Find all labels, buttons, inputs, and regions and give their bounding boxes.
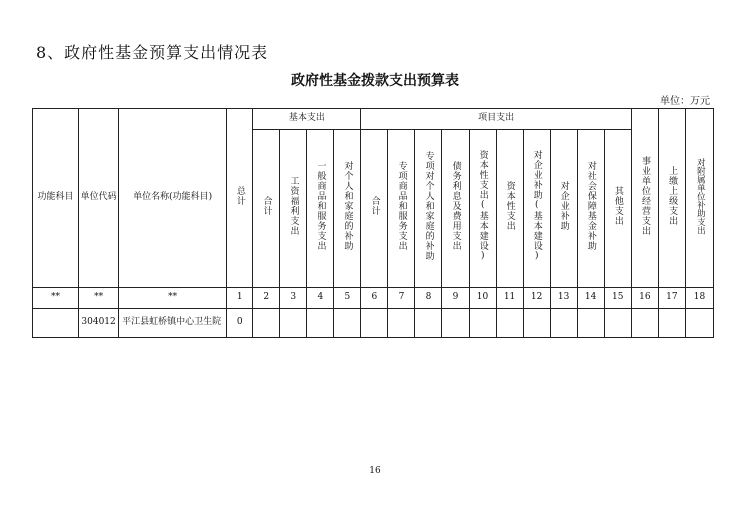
cell-unit-code: 304012	[79, 309, 119, 338]
header-career: 事业单位经营支出	[631, 109, 658, 288]
cell-empty	[415, 309, 442, 338]
col-number: 1	[227, 288, 253, 309]
cell-empty	[523, 309, 550, 338]
cell-empty	[631, 309, 658, 338]
header-project-col: 对企业补助(基本建设)	[523, 130, 550, 288]
cell-empty	[550, 309, 577, 338]
col-number: 6	[361, 288, 388, 309]
section-title: 8、政府性基金预算支出情况表	[36, 43, 269, 62]
col-number: **	[33, 288, 79, 309]
header-project-col: 合计	[361, 130, 388, 288]
cell-empty	[361, 309, 388, 338]
col-number: 16	[631, 288, 658, 309]
column-number-row	[33, 288, 714, 309]
header-basic-col: 工资福利支出	[280, 130, 307, 288]
header-project-col: 专项对个人和家庭的补助	[415, 130, 442, 288]
col-number: 10	[469, 288, 496, 309]
header-project-col: 其他支出	[604, 130, 631, 288]
table-title: 政府性基金拨款支出预算表	[291, 73, 459, 89]
cell-total: 0	[227, 309, 253, 338]
cell-unit-name: 平江县虹桥镇中心卫生院	[119, 309, 227, 338]
cell-empty	[604, 309, 631, 338]
header-basic-col: 合计	[253, 130, 280, 288]
cell-empty	[388, 309, 415, 338]
budget-table	[32, 108, 714, 338]
col-number: 3	[280, 288, 307, 309]
col-number: 8	[415, 288, 442, 309]
header-project-col: 对社会保障基金补助	[577, 130, 604, 288]
col-number: 14	[577, 288, 604, 309]
header-project-col: 专项商品和服务支出	[388, 130, 415, 288]
cell-empty	[577, 309, 604, 338]
header-project-col: 对企业补助	[550, 130, 577, 288]
cell-empty	[253, 309, 280, 338]
col-number: 13	[550, 288, 577, 309]
header-unit-code: 单位代码	[79, 109, 119, 288]
col-number: 5	[334, 288, 361, 309]
cell-empty	[334, 309, 361, 338]
col-number: 11	[496, 288, 523, 309]
col-number: 4	[307, 288, 334, 309]
col-number: **	[79, 288, 119, 309]
cell-empty	[685, 309, 713, 338]
header-total: 总计	[227, 109, 253, 288]
cell-func-subject	[33, 309, 79, 338]
header-project-col: 债务利息及费用支出	[442, 130, 469, 288]
header-basic-col: 一般商品和服务支出	[307, 130, 334, 288]
cell-empty	[496, 309, 523, 338]
cell-empty	[442, 309, 469, 338]
cell-empty	[469, 309, 496, 338]
col-number: **	[119, 288, 227, 309]
header-upper: 上缴上级支出	[658, 109, 685, 288]
cell-empty	[280, 309, 307, 338]
header-func-subject: 功能科目	[33, 109, 79, 288]
col-number: 17	[658, 288, 685, 309]
col-number: 2	[253, 288, 280, 309]
col-number: 18	[685, 288, 713, 309]
header-basic-col: 对个人和家庭的补助	[334, 130, 361, 288]
header-subsidy: 对附属单位补助支出	[685, 109, 713, 288]
cell-empty	[658, 309, 685, 338]
col-number: 7	[388, 288, 415, 309]
header-project: 项目支出	[361, 109, 631, 130]
header-project-col: 资本性支出	[496, 130, 523, 288]
col-number: 15	[604, 288, 631, 309]
header-project-col: 资本性支出(基本建设)	[469, 130, 496, 288]
header-unit-name: 单位名称(功能科目)	[119, 109, 227, 288]
table-row	[33, 309, 714, 338]
unit-label: 单位：万元	[660, 96, 710, 107]
cell-empty	[307, 309, 334, 338]
col-number: 12	[523, 288, 550, 309]
page-number: 16	[369, 466, 381, 476]
header-basic: 基本支出	[253, 109, 361, 130]
col-number: 9	[442, 288, 469, 309]
